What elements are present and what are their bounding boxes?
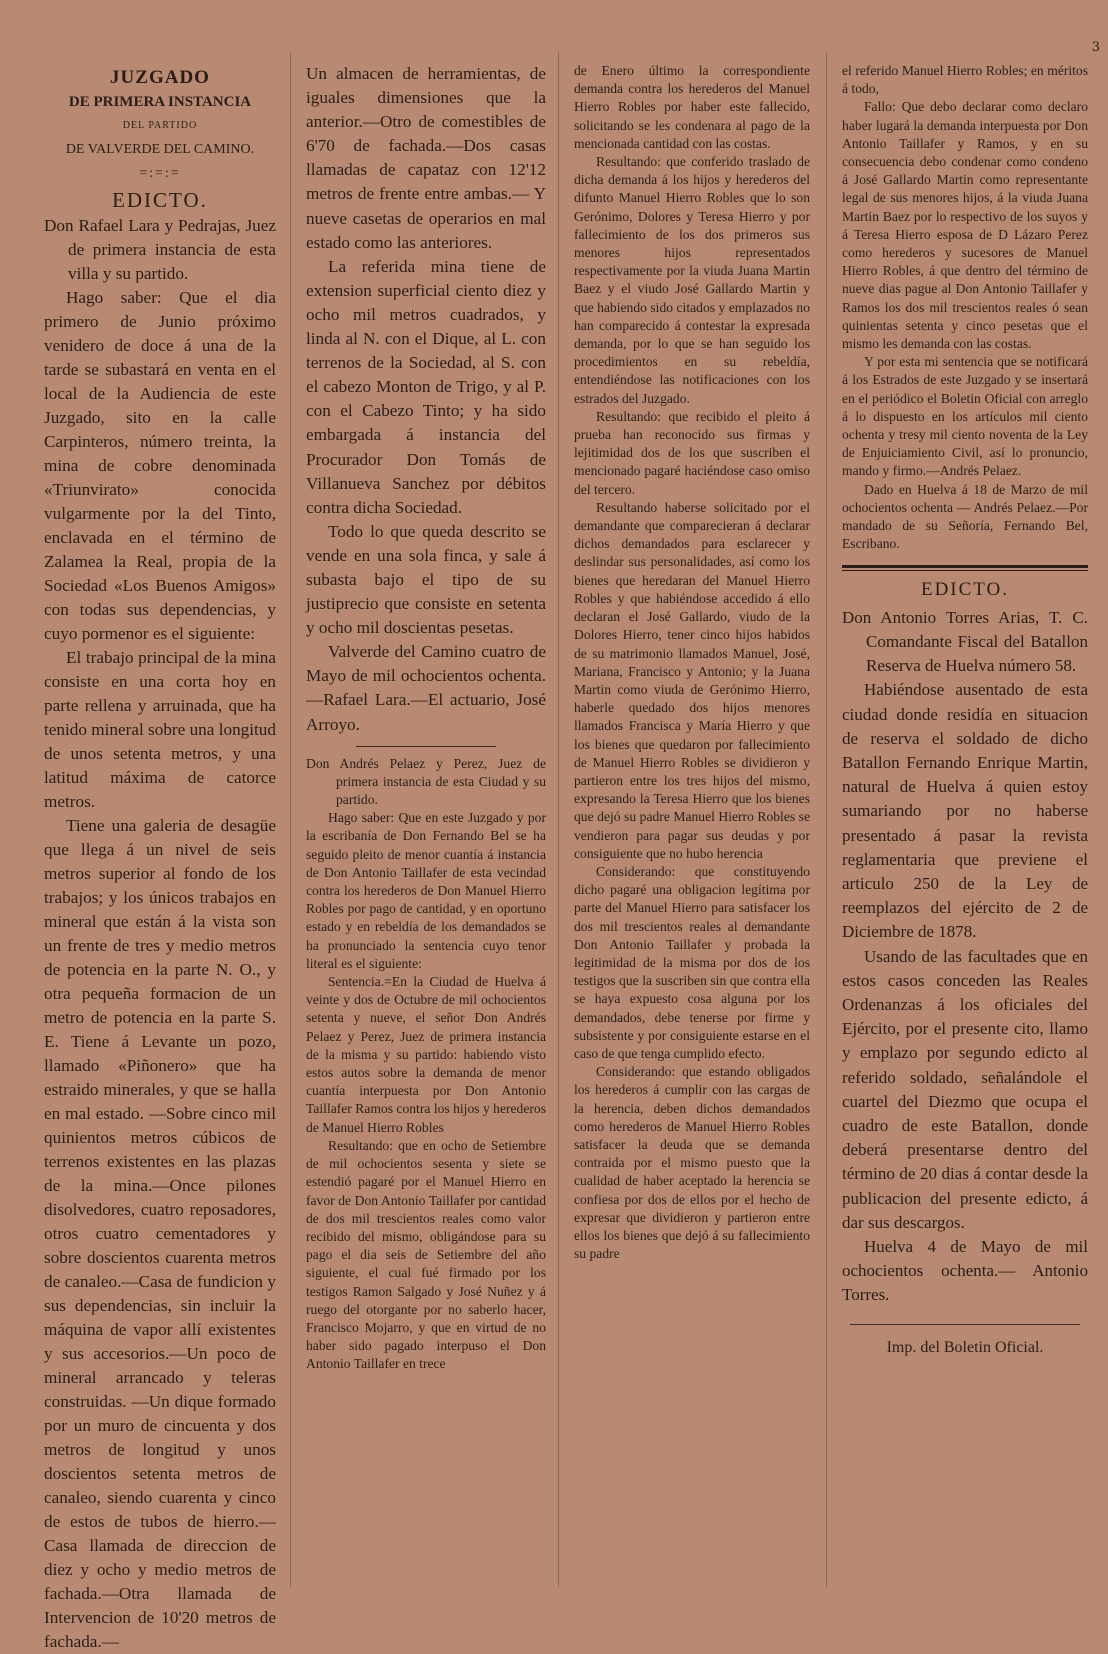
paragraph: Hago saber: Que en este Juzgado y por la escribanía de Don Fernando Bel se ha seguido pleito de menor cuantía á instancia de Don Antonio Taillafer de esta vecindad contra los herederos de Don Manuel Hierro Robles por pago de cantidad, y en oportuno estado y en rebeldía de los demandados se ha pronunciado la sentencia cuyo tenor literal es el siguiente: bbox=[306, 810, 546, 971]
paragraph: Y por esta mi sentencia que se notificará á los Estrados de este Juzgado y se insertará en el periódico el Boletin Oficial con arreglo á lo dispuesto en los artículos mil ciento ochenta y tresy mil ciento noventa de la Ley de Enjuiciamiento Civil, así lo pronuncio, mando y firmo.—Andrés Pelaez. bbox=[842, 354, 1088, 479]
column-2 bbox=[306, 62, 546, 1592]
paragraph: Resultando haberse solicitado por el demandante que comparecieran á declarar dichos demandados para esclarecer y deslindar sus personalidades, así como los bienes que heredaran del Manuel Hierro Robles y que habiéndose accedido á ello declaran el José Gallardo, viudo de la Dolores Hierro, tener cinco hijos habidos de su matrimonio llamados Manuel, José, Mariana, Francisco y Antonio; y la Juana Martin como viuda de Gerónimo Hierro, haberle quedado dos hijos menores llamados Francisca y María Hierro y que los bienes que quedaron por fallecimiento de Manuel Hierro Robles se dividieron y partieron entre los tres hijos del mismo, expresando la Teresa Hierro que los bienes que dejó su padre Manuel Hierro Robles se vendieron para pagar sus deudas y por consiguiente que no hubo herencia bbox=[574, 499, 810, 861]
paragraph: Resultando: que recibido el pleito á prueba han reconocido sus firmas y lejitimidad dos de los que suscriben el mencionado pagaré haciéndose caso omiso del tercero. bbox=[574, 408, 810, 497]
paragraph: El trabajo principal de la mina consiste en una corta hoy en parte rellena y arruinada, que ha tenido mineral sobre una longitud de unos setenta metros, y una latitud máxima de catorce metros. bbox=[44, 648, 276, 811]
paragraph: La referida mina tiene de extension superficial ciento diez y ocho mil metros cuadrados, y linda al N. con el Dique, al L. con terrenos de la Sociedad, al S. con el cabezo Monton de Trigo, y al P. con el Cabezo Tinto; y ha sido embargada á instancia del Procurador Don Tomás de Villanueva Sanchez por débitos contra dicha Sociedad. bbox=[306, 256, 546, 517]
paragraph: Considerando: que estando obligados los herederos á cumplir con las cargas de la herencia, deben dichos demandados como herederos de Manuel Hierro Robles satisfacer la deuda que se demanda contraida por el mismo puesto que la cualidad de haber aceptado la herencia se confiesa por dos de ellos por el hecho de expresar que dividieron y partieron entre ellos los bienes que dejó á su fallecimiento su padre bbox=[574, 1064, 810, 1262]
district-heading: DE VALVERDE DEL CAMINO. bbox=[65, 142, 255, 157]
paragraph: Valverde del Camino cuatro de Mayo de mil ochocientos ochenta.—Rafael Lara.—El actuario, José Arroyo. bbox=[306, 642, 546, 734]
official-line: Don Antonio Torres Arias, T. C. Comandante Fiscal del Batallon Reserva de Huelva número 58. bbox=[842, 607, 1088, 676]
column-rule bbox=[826, 52, 827, 1587]
paragraph: Huelva 4 de Mayo de mil ochocientos ochenta.— Antonio Torres. bbox=[842, 1236, 1088, 1305]
separator bbox=[356, 746, 496, 747]
ornament: =:=:= bbox=[139, 166, 181, 181]
partido-heading: DEL PARTIDO bbox=[122, 120, 198, 131]
paragraph: Resultando: que en ocho de Setiembre de mil ochocientos sesenta y siete se estendió pagaré por el Manuel Hierro en favor de Don Antonio Taillafer por cantidad de dos mil trescientos reales como valor recibido del mismo, obligándose para su pago el dia seis de Setiembre del año siguiente, el cual fué firmado por los testigos Ramon Salgado y José Nuñez y á ruego del otorgante por no saberlo hacer, Francisco Mojarro, y que en virtud de no haber sido pagado interpuso el Don Antonio Taillafer en trece bbox=[306, 1137, 546, 1372]
court-heading: JUZGADO bbox=[110, 67, 210, 88]
column-rule bbox=[558, 52, 559, 1587]
judge-line: Don Andrés Pelaez y Perez, Juez de primera instancia de esta Ciudad y su partido. bbox=[306, 755, 546, 808]
page-number: 3 bbox=[1091, 40, 1100, 55]
paragraph: Usando de las facultades que en estos casos conceden las Reales Ordenanzas á los oficiales del Ejército, por el presente cito, llamo y emplazo por segundo edicto al referido soldado, señalándole el cuartel del Diezmo que ocupa el cuadro de este Batallon, donde deberá presentarse dentro del término de 20 dias á contar desde la publicacion del presente edicto, á dar sus descargos. bbox=[842, 946, 1088, 1232]
column-3 bbox=[574, 62, 810, 1592]
instance-heading: DE PRIMERA INSTANCIA bbox=[68, 94, 252, 110]
paragraph: Todo lo que queda descrito se vende en una sola finca, y sale á subasta bajo el tipo de su justiprecio que consiste en setenta y ocho mil doscientas pesetas. bbox=[306, 521, 546, 638]
judge-line: Don Rafael Lara y Pedrajas, Juez de primera instancia de esta villa y su partido. bbox=[44, 216, 276, 283]
paragraph: Fallo: Que debo declarar como declaro haber lugará la demanda interpuesta por Don Antonio Taillafer y Ramos, y en su consecuencia debo condenar como condeno á José Gallardo Martin como representante legal de sus menores hijos, á la viuda Juana Martin Baez por lo respectivo de los suyos y á Teresa Hierro esposa de D Lázaro Perez como herederos y sucesores de Manuel Hierro Robles, á que dentro del término de nueve dias pague al Don Antonio Taillafer y Ramos los dos mil trescientos reales ó sean quinientas setenta y cinco pesetas que el mismo les demanda con las costas. bbox=[842, 99, 1088, 352]
paragraph: Habiéndose ausentado de esta ciudad donde residía en situacion de reserva el soldado de dicho Batallon Fernando Enrique Martin, natural de Huelva á quien estoy sumariando por no haberse presentado á pasar la revista reglamentaria que previene el articulo 250 de la Ley de reemplazos del ejército de 2 de Diciembre de 1878. bbox=[842, 680, 1088, 942]
paragraph: Dado en Huelva á 18 de Marzo de mil ochocientos ochenta — Andrés Pelaez.—Por mandado de su Señoría, Fernando Bel, Escribano. bbox=[842, 481, 1088, 552]
column-1 bbox=[44, 62, 276, 1651]
paragraph: Considerando: que constituyendo dicho pagaré una obligacion legítima por parte del Manuel Hierro para satisfacer los dos mil trescientos reales al demandante Don Antonio Taillafer y probada la legitimidad de la misma por dos de los testigos que la suscriben sin que contra ella se haya expuesto cosa alguna por los demandados, debe tenerse por firme y subsistente y por consiguiente estarse en el caso de que tenga cumplido efecto. bbox=[574, 863, 810, 1061]
imprint: Imp. del Boletin Oficial. bbox=[886, 1338, 1044, 1356]
double-rule bbox=[842, 565, 1088, 571]
edicto-title: EDICTO. bbox=[112, 188, 208, 212]
separator bbox=[850, 1324, 1080, 1325]
paragraph: de Enero último la correspondiente demanda contra los herederos del Manuel Hierro Robles por haber este fallecido, solicitando se les condenara al pago de la mencionada cantidad con las costas. bbox=[574, 63, 810, 151]
edicto-title-2: EDICTO. bbox=[920, 579, 1010, 601]
paragraph: Hago saber: Que el dia primero de Junio próximo venidero de doce á una de la tarde se subastará en venta en el local de la Audiencia de este Juzgado, sito en la calle Carpinteros, número treinta, la mina de cobre denominada «Triunvirato» conocida vulgarmente por la del Tinto, enclavada en el término de Zalamea la Real, propia de la Sociedad «Los Buenos Amigos» con todas sus dependencias, y cuyo pormenor es el siguiente: bbox=[44, 288, 276, 643]
paragraph: Un almacen de herramientas, de iguales dimensiones que la anterior.—Otro de comestibles de 6'70 de fachada.—Dos casas llamadas de capataz con 12'12 metros de frente entre ambas.— Y nueve casetas de operarios en mal estado como las anteriores. bbox=[306, 64, 546, 252]
paragraph: Sentencia.=En la Ciudad de Huelva á veinte y dos de Octubre de mil ochocientos setenta y nueve, el señor Don Andrés Pelaez y Perez, Juez de primera instancia de la misma y su partido: habiendo visto estos autos sobre la demanda de menor cuantía interpuesta por Don Antonio Taillafer Ramos contra los hijos y herederos de Manuel Hierro Robles bbox=[306, 974, 546, 1135]
column-4 bbox=[842, 62, 1088, 1592]
paragraph: Tiene una galeria de desagüe que llega á un nivel de seis metros superior al fondo de los trabajos; y los únicos trabajos en mineral que están á la vista son un frente de tres y medio metros de potencia en la parte N. O., y otra pequeña formacion de un metro de potencia en la parte S. E. Tiene á Levante un pozo, llamado «Piñonero» que ha estraido minerales, y que se halla en mal estado. —Sobre cinco mil quinientos metros cúbicos de terrenos existentes en las plazas de la mina.—Once pilones disolvedores, cuatro reposadores, otros cuatro cementadores y sobre doscientos cuarenta metros de canaleo.—Casa de fundicion y sus dependencias, sin incluir la máquina de vapor allí existentes y sus accesorios.—Un poco de mineral arrancado y teleras construidas. —Un dique formado por un muro de cincuenta y dos metros de longitud y unos doscientos setenta metros de canaleo, siendo cuarenta y cinco de estos de tubos de hierro.—Casa llamada de direccion de diez y ocho y medio metros de fachada.—Otra llamada de Intervencion de 10'20 metros de fachada.— bbox=[44, 816, 276, 1651]
paragraph: el referido Manuel Hierro Robles; en méritos á todo, bbox=[842, 63, 1088, 97]
column-rule bbox=[290, 52, 291, 1587]
paragraph: Resultando: que conferido traslado de dicha demanda á los hijos y herederos del difunto Manuel Hierro Robles que lo son Gerónimo, Dolores y Teresa Hierro y por fallecimiento de los dos primeros sus menores hijos representados respectivamente por la viuda Juana Martin Baez y el viudo José Gallardo Martin y que habiendo sido citados y emplazados no han comparecido á contestar la expresada demanda, por lo que se han seguido los procedimientos en su rebeldía, entendiéndose las notificaciones con los estrados del Juzgado. bbox=[574, 154, 810, 406]
